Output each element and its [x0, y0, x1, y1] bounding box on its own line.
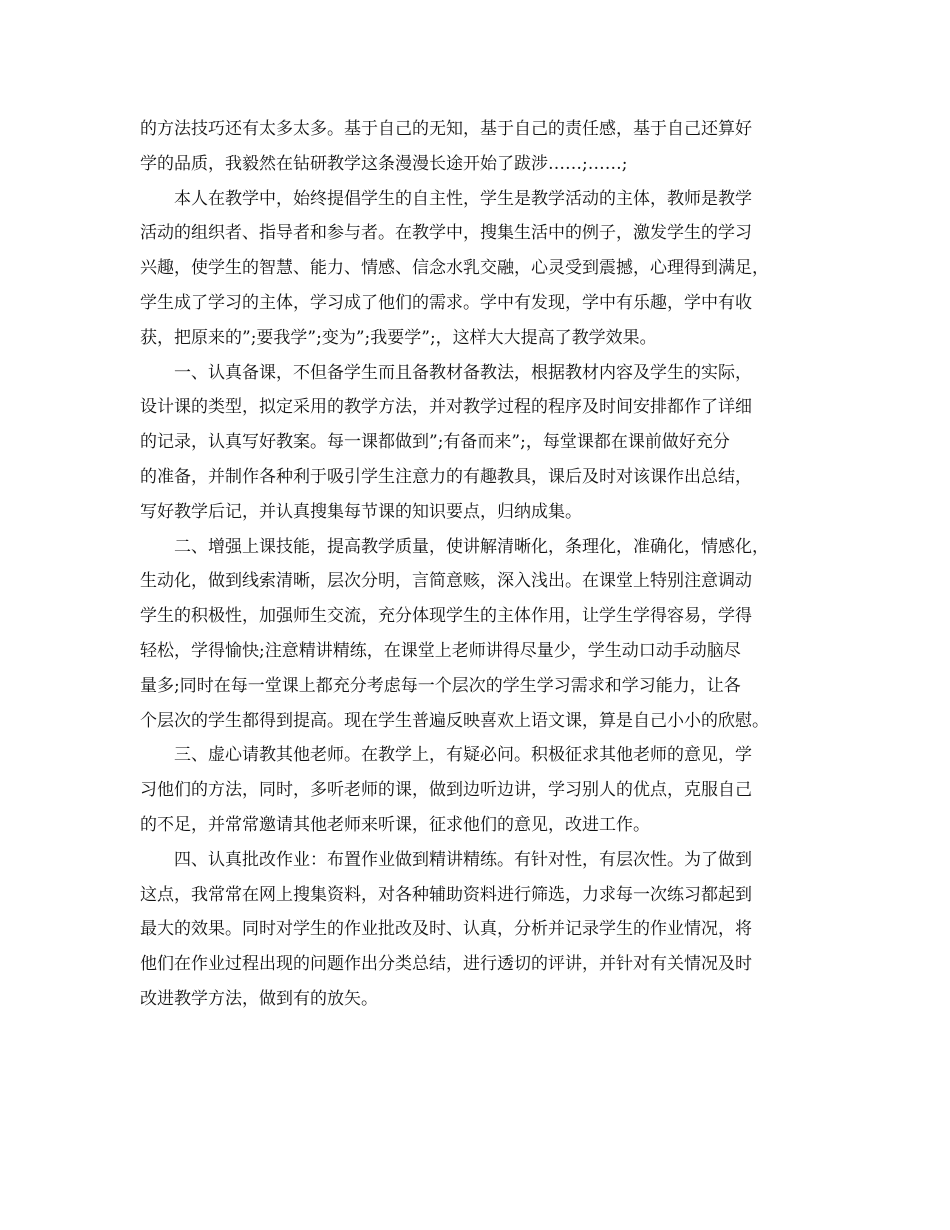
text-line: 设计课的类型，拟定采用的教学方法，并对教学过程的程序及时间安排都作了详细	[140, 397, 752, 418]
text-line: 写好教学后记，并认真搜集每节课的知识要点，归纳成集。	[140, 501, 582, 522]
text-line: 轻松，学得愉快;注意精讲精练，在课堂上老师讲得尽量少，学生动口动手动脑尽	[140, 640, 741, 661]
text-line: 三、虚心请教其他老师。在教学上，有疑必问。积极征求其他老师的意见，学	[174, 745, 752, 766]
text-line: 四、认真批改作业：布置作业做到精讲精练。有针对性，有层次性。为了做到	[174, 849, 752, 870]
text-line: 兴趣，使学生的智慧、能力、情感、信念水乳交融，心灵受到震撼，心理得到满足，	[140, 258, 769, 279]
text-line: 活动的组织者、指导者和参与者。在教学中，搜集生活中的例子，激发学生的学习	[140, 223, 752, 244]
text-line: 学的品质，我毅然在钻研教学这条漫漫长途开始了跋涉……;……;	[140, 153, 628, 174]
text-line: 的方法技巧还有太多太多。基于自己的无知，基于自己的责任感，基于自己还算好	[140, 119, 752, 139]
text-line: 最大的效果。同时对学生的作业批改及时、认真，分析并记录学生的作业情况，将	[140, 919, 752, 940]
text-line: 一、认真备课，不但备学生而且备教材备教法，根据教材内容及学生的实际，	[174, 362, 752, 383]
text-line: 量多;同时在每一堂课上都充分考虑每一个层次的学生学习需求和学习能力，让各	[140, 675, 741, 696]
text-line: 这点，我常常在网上搜集资料，对各种辅助资料进行筛选，力求每一次练习都起到	[140, 884, 752, 905]
text-line: 的记录，认真写好教案。每一课都做到”;有备而来”;，每堂课都在课前做好充分	[140, 432, 730, 453]
text-line: 的准备，并制作各种利于吸引学生注意力的有趣教具，课后及时对该课作出总结，	[140, 466, 752, 487]
text-line: 学生的积极性，加强师生交流，充分体现学生的主体作用，让学生学得容易，学得	[140, 606, 752, 627]
text-line: 生动化，做到线索清晰，层次分明，言简意赅，深入浅出。在课堂上特别注意调动	[140, 571, 752, 592]
text-line: 二、增强上课技能，提高教学质量，使讲解清晰化，条理化，准确化，情感化，	[174, 536, 769, 557]
text-line: 他们在作业过程出现的问题作出分类总结，进行透切的评讲，并针对有关情况及时	[140, 954, 752, 975]
text-line: 改进教学方法，做到有的放矢。	[140, 988, 378, 1009]
text-line: 获，把原来的”;要我学”;变为”;我要学”;，这样大大提高了教学效果。	[140, 327, 657, 348]
document-body	[140, 112, 820, 1017]
text-line: 学生成了学习的主体，学习成了他们的需求。学中有发现，学中有乐趣，学中有收	[140, 292, 752, 313]
text-line: 的不足，并常常邀请其他老师来听课，征求他们的意见，改进工作。	[140, 814, 650, 835]
text-line: 习他们的方法，同时，多听老师的课，做到边听边讲，学习别人的优点，克服自己	[140, 780, 752, 801]
text-line: 本人在教学中，始终提倡学生的自主性，学生是教学活动的主体，教师是教学	[174, 188, 752, 209]
text-line: 个层次的学生都得到提高。现在学生普遍反映喜欢上语文课，算是自己小小的欣慰。	[140, 710, 769, 731]
